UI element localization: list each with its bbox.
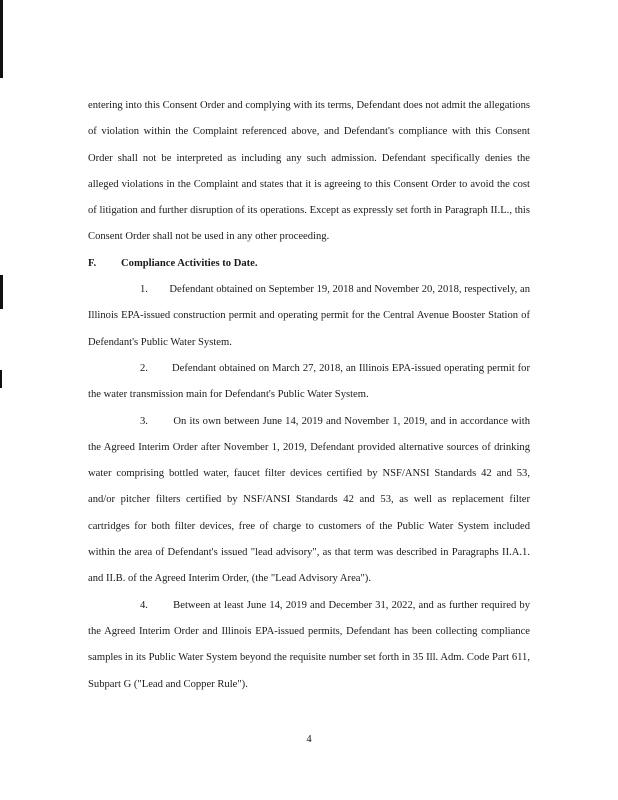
scan-edge-mark — [0, 0, 3, 78]
section-title: Compliance Activities to Date. — [121, 257, 258, 269]
numbered-paragraph-1 — [88, 277, 530, 356]
scan-edge-mark — [0, 370, 2, 388]
paragraph-text: Between at least June 14, 2019 and December 31, 2022, and as further required by the Agreed Interim Order and Illinois EPA-issued permits, Defendant has been collecting compliance samples in its Public Water System beyond the requisite number set forth in 35 Ill. Adm. Code Part 611, Subpart G ("Lead and Copper Rule"). — [88, 599, 530, 690]
numbered-paragraph-4 — [88, 593, 530, 698]
intro-paragraph: entering into this Consent Order and complying with its terms, Defendant does not admit the allegations of violation within the Complaint referenced above, and Defendant's compliance with this Consent Order shall not be interpreted as including any such admission. Defendant specifically denies the alleged violations in the Complaint and states that it is agreeing to this Consent Order to avoid the cost of litigation and further disruption of its operations. Except as expressly set forth in Paragraph II.L., this Consent Order shall not be used in any other proceeding. — [88, 100, 530, 243]
section-heading — [88, 251, 530, 277]
paragraph-number: 2. — [140, 362, 148, 374]
paragraph-number: 3. — [140, 415, 148, 427]
page-number: 4 — [306, 734, 312, 745]
paragraph-text: Defendant obtained on September 19, 2018 and November 20, 2018, respectively, an Illinois EPA-issued construction permit and operating permit for the Central Avenue Booster Station of Defendant's Public Water System. — [88, 284, 531, 348]
paragraph-number: 1. — [140, 284, 148, 296]
paragraph-text: On its own between June 14, 2019 and November 1, 2019, and in accordance with the Agreed Interim Order after November 1, 2019, Defendant provided alternative sources of drinking water comprising bottled water, faucet filter devices certified by NSF/ANSI Standards 42 and 53, and/or pitcher filters certified by NSF/ANSI Standards 42 and 53, as well as replacement filter cartridges for both filter devices, free of charge to customers of the Public Water System included within the area of Defendant's issued "lead advisory", as that term was described in Paragraphs II.A.1. and II.B. of the Agreed Interim Order, (the "Lead Advisory Area"). — [88, 415, 530, 585]
document-body — [88, 93, 530, 698]
numbered-paragraph-3 — [88, 409, 530, 593]
paragraph-text: Defendant obtained on March 27, 2018, an Illinois EPA-issued operating permit for the water transmission main for Defendant's Public Water System. — [88, 362, 531, 401]
section-letter: F. — [88, 257, 97, 269]
paragraph-number: 4. — [140, 599, 148, 611]
numbered-paragraph-2 — [88, 356, 530, 409]
scan-edge-mark — [0, 275, 3, 309]
